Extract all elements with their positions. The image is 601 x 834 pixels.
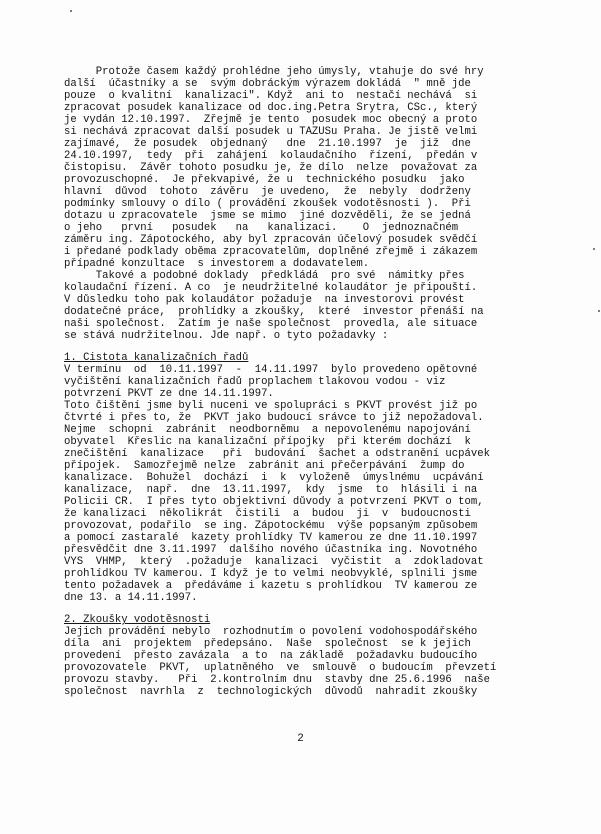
text-line: Nejme schopni zabránit neodborněmu a nepovolenému napojování xyxy=(64,424,471,436)
text-line: díla ani projektem předepsáno. Naše společnost se k jejich xyxy=(64,638,471,650)
section-1-body xyxy=(64,364,544,604)
text-line: obyvatel Křeslic na kanalizační přípojky při kterém dochází k xyxy=(64,436,471,448)
text-line: Jejich provádění nebylo rozhodnutím o povolení vodohospodářského xyxy=(64,626,478,638)
text-line: dodatečné práce, prohlídky a zkoušky, které investor přenáší na xyxy=(64,306,484,318)
text-line: Takové a podobné doklady předkládá pro své námitky přes xyxy=(64,270,465,282)
scan-speck xyxy=(593,248,595,250)
scan-speck xyxy=(70,10,72,12)
text-line: provozu stavby. Při 2.kontrolním dnu stavby dne 25.6.1996 naše xyxy=(64,674,490,686)
text-line: prohlídkou TV kamerou. I když je to velmi neobvyklé, splnili jsme xyxy=(64,568,478,580)
text-line: se stává nudržitelnou. Jde např. o tyto požadavky : xyxy=(64,330,389,342)
text-line: čtvrté i přes to, že PKVT jako budoucí srávce to již nepožadoval. xyxy=(64,412,484,424)
document-body xyxy=(64,66,544,698)
text-line: V důsledku toho pak kolaudátor požaduje na investorovi provést xyxy=(64,294,465,306)
text-line: tento požadavek a předáváme i kazetu s prohlídkou TV kamerou ze xyxy=(64,580,478,592)
text-line: záměru ing. Zápotockého, aby byl zpracován účelový posudek svědčí xyxy=(64,234,478,246)
text-line: dne 13. a 14.11.1997. xyxy=(64,592,198,604)
text-line: provozovatele PKVT, uplatněného ve smlouvě o budoucím převzetí xyxy=(64,662,497,674)
text-line: přípojek. Samozřejmě nelze zabránit ani přečerpávání žump do xyxy=(64,460,465,472)
section-2-body xyxy=(64,626,544,698)
text-line: VYS VHMP, který .požaduje kanalizaci vyčistit a zdokladovat xyxy=(64,556,484,568)
text-line: je vydán 12.10.1997. Zřejmě je tento posudek moc obecný a proto xyxy=(64,114,478,126)
text-line: provedení přesto zavázala a to na základě požadavku budoucího xyxy=(64,650,478,662)
text-line: Protože časem každý prohlédne jeho úmysly, vtahuje do své hry xyxy=(64,66,484,78)
page-number: 2 xyxy=(297,733,304,745)
text-line: kolaudační řízení. A co je neudržitelné kolaudátor je připouští. xyxy=(64,282,478,294)
intro-paragraphs xyxy=(64,66,544,342)
text-line: případné konzultace s investorem a dodavatelem. xyxy=(64,258,370,270)
text-line: kanalizace, např. dne 13.11.1997, kdy jsme to hlásili i na xyxy=(64,484,478,496)
section-1-heading: 1. Čistota kanalizačních řadů xyxy=(64,352,249,364)
scan-speck xyxy=(598,310,600,312)
text-line: znečištění kanalizace při budování šachet a odstranění ucpávek xyxy=(64,448,490,460)
text-line: podmínky smlouvy o dílo ( provádění zkoušek vodotěsnosti ). Při xyxy=(64,198,471,210)
text-line: potvrzení PKVT ze dne 14.11.1997. xyxy=(64,388,274,400)
text-line: provozovat, podařilo se ing. Zápotockému výše popsaným způsobem xyxy=(64,520,478,532)
section-2-heading: 2. Zkoušky vodotěsnosti xyxy=(64,614,211,626)
text-line: další účastníky a se svým dobráckým výrazem dokládá " mně jde xyxy=(64,78,471,90)
text-line: 24.10.1997, tedy při zahájení kolaudačního řízení, předán v xyxy=(64,150,478,162)
text-line: o jeho první posudek na kanalizaci. O jednoznačném xyxy=(64,222,459,234)
text-line: naši společnost. Zatím je naše společnost provedla, ale situace xyxy=(64,318,478,330)
text-line: čistopisu. Závěr tohoto posudku je, že dílo nelze považovat za xyxy=(64,162,478,174)
text-line: Policii ČR. I přes tyto objektivní důvody a potvrzení PKVT o tom, xyxy=(64,496,484,508)
text-line: hlavní důvod tohoto závěru je uvedeno, že nebyly dodrženy xyxy=(64,186,471,198)
text-line: kanalizace. Bohužel dochází i k vyloženě úmyslnému ucpávání xyxy=(64,472,484,484)
text-line: dotazu u zpracovatele jsme se mimo jiné dozvěděli, že se jedná xyxy=(64,210,471,222)
text-line: si nechává zpracovat další posudek u TAZUSu Praha. Je jistě velmi xyxy=(64,126,478,138)
text-line: pouze o kvalitní kanalizaci". Když ani to nestačí nechává si xyxy=(64,90,478,102)
text-line: zajímavé, že posudek objednaný dne 21.10.1997 je již dne xyxy=(64,138,471,150)
text-line: společnost navrhla z technologických důvodů nahradit zkoušky xyxy=(64,686,478,698)
text-line: zpracovat posudek kanalizace od doc.ing.Petra Šrytra, CSc., který xyxy=(64,102,478,114)
text-line: Toto čištění jsme byli nuceni ve spolupráci s PKVT provést již po xyxy=(64,400,478,412)
text-line: i předané podklady oběma zpracovatelům, doplněné zřejmě i zákazem xyxy=(64,246,478,258)
text-line: přesvědčit dne 3.11.1997 dalšího nového účastníka ing. Novotného xyxy=(64,544,478,556)
text-line: a pomocí zastaralé kazety prohlídky TV kamerou ze dne 11.10.1997 xyxy=(64,532,478,544)
text-line: vyčištění kanalizačních řadů proplachem tlakovou vodou - viz xyxy=(64,376,446,388)
text-line: V termínu od 10.11.1997 - 14.11.1997 bylo provedeno opětovné xyxy=(64,364,478,376)
text-line: provozuschopné. Je překvapivé, že u technického posudku jako xyxy=(64,174,465,186)
text-line: že kanalizaci několikrát čistili a budou ji v budoucnosti xyxy=(64,508,471,520)
